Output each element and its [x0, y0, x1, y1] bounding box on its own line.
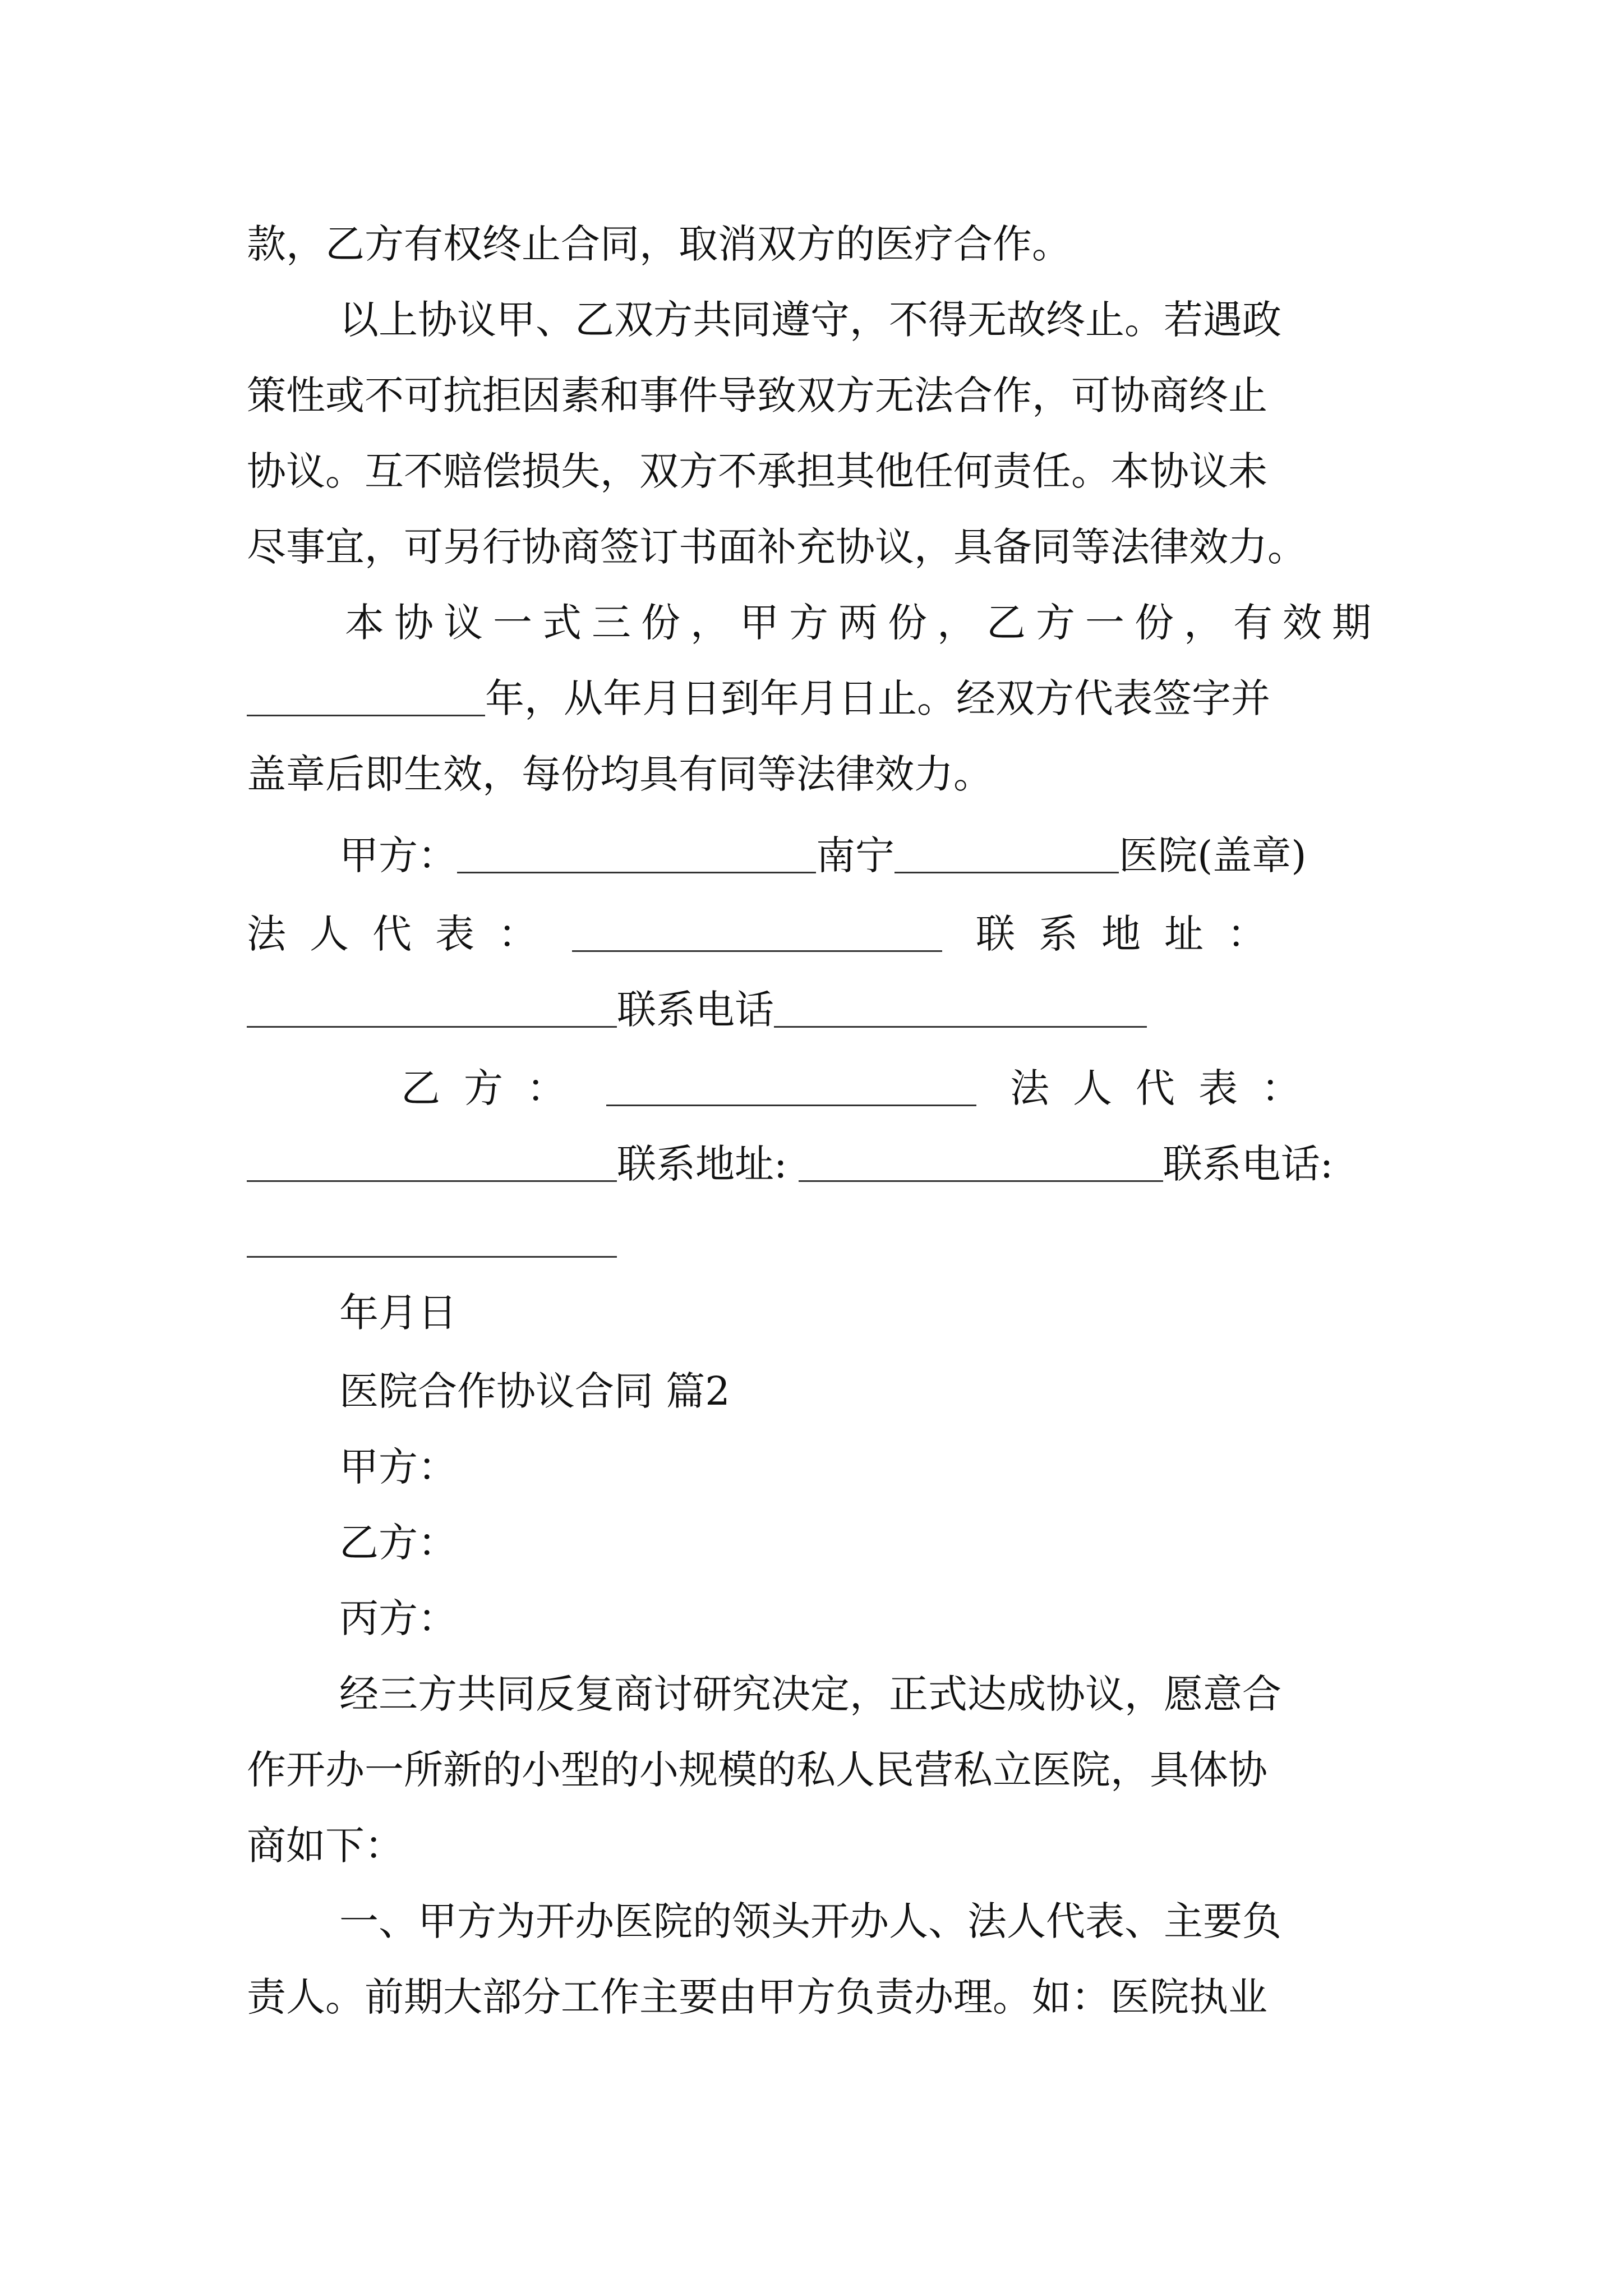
party-line: 甲方： — [339, 1444, 457, 1490]
party-line: 丙方： — [339, 1595, 457, 1641]
party-b-phone-label: 联系电话: — [1163, 1141, 1334, 1187]
blank-field — [247, 987, 617, 1028]
blank-field — [774, 987, 1147, 1028]
party-b-line — [401, 1060, 1534, 1116]
body-line: 商如下： — [247, 1823, 404, 1869]
party-a-line — [339, 827, 1380, 884]
party-line: 乙方： — [339, 1520, 457, 1566]
blank-field — [799, 1141, 1163, 1182]
text-line: 以上协议甲、乙双方共同遵守，不得无故终止。若遇政 — [339, 297, 1281, 343]
legal-rep-label: 法人代表： — [247, 911, 561, 957]
blank-field — [247, 675, 485, 716]
party-a-city: 南宁 — [816, 832, 895, 878]
body-line: 一、甲方为开办医院的领头开办人、法人代表、主要负 — [339, 1898, 1281, 1944]
text-line: 本协议一式三份，甲方两份，乙方一份，有效期 — [345, 600, 1381, 646]
party-a-rep-line — [247, 906, 1380, 962]
text-line: 策性或不可抗拒因素和事件导致双方无法合作，可协商终止 — [247, 372, 1267, 418]
body-line: 作开办一所新的小型的小规模的私人民营私立医院，具体协 — [247, 1747, 1267, 1793]
blank-field — [572, 911, 942, 952]
body-line: 经三方共同反复商讨研究决定，正式达成协议，愿意合 — [339, 1671, 1281, 1717]
contact-address-label: 联系地址： — [976, 911, 1290, 957]
contact-phone-label: 联系电话 — [617, 987, 774, 1033]
validity-line — [247, 670, 1380, 726]
blank-field — [247, 1217, 617, 1258]
section-title: 医院合作协议合同 篇2 — [339, 1368, 730, 1414]
blank-field — [895, 832, 1119, 873]
validity-text: 年，从年月日到年月日止。经双方代表签字并 — [485, 675, 1270, 721]
date-line: 年月日 — [339, 1290, 457, 1336]
party-a-phone-line — [247, 982, 1380, 1038]
party-b-phone-blank-line — [247, 1212, 1380, 1268]
body-line: 责人。前期大部分工作主要由甲方负责办理。如：医院执业 — [247, 1974, 1267, 2020]
text-line: 款，乙方有权终止合同，取消双方的医疗合作。 — [247, 221, 1071, 267]
party-b-address-label: 联系地址: — [617, 1141, 787, 1187]
party-a-suffix: 医院(盖章) — [1119, 832, 1307, 878]
party-a-label: 甲方： — [339, 832, 457, 878]
text-line: 盖章后即生效，每份均具有同等法律效力。 — [247, 751, 993, 797]
party-b-legal-rep-label: 法人代表： — [1010, 1065, 1324, 1111]
blank-field — [247, 1141, 617, 1182]
blank-field — [606, 1065, 976, 1106]
party-b-label: 乙方： — [401, 1065, 589, 1111]
text-line: 尽事宜，可另行协商签订书面补充协议，具备同等法律效力。 — [247, 524, 1307, 570]
party-b-contact-line — [247, 1136, 1380, 1192]
blank-field — [457, 832, 816, 873]
text-line: 协议。互不赔偿损失，双方不承担其他任何责任。本协议未 — [247, 448, 1267, 494]
